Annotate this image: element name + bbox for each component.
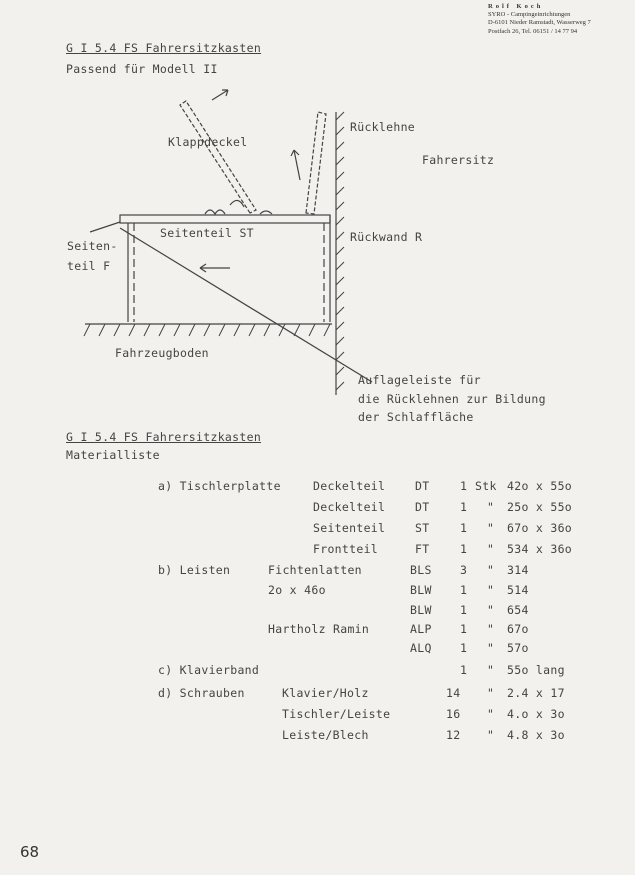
- publisher-company: SYRO - Campingeinrichtungen: [488, 11, 571, 19]
- material-qty: 12: [446, 728, 461, 742]
- material-size: 654: [507, 603, 529, 617]
- material-qty: 16: [446, 707, 461, 721]
- material-qty: 1: [460, 479, 468, 493]
- material-unit: ": [487, 500, 495, 514]
- material-qty: 1: [460, 603, 468, 617]
- material-code: ALP: [410, 622, 432, 636]
- material-group: a) Tischlerplatte: [158, 479, 281, 493]
- label-auflage-2: die Rücklehnen zur Bildung: [358, 392, 546, 406]
- material-unit: ": [487, 542, 495, 556]
- label-seitenteil-f-2: teil F: [67, 259, 111, 273]
- label-auflage-3: der Schlaffläche: [358, 410, 474, 424]
- material-part: 2o x 46o: [268, 583, 326, 597]
- material-size: 4.8 x 3o: [507, 728, 565, 742]
- material-unit: ": [487, 663, 495, 677]
- material-group: b) Leisten: [158, 563, 231, 577]
- material-qty: 14: [446, 686, 461, 700]
- material-part: Deckelteil: [313, 479, 386, 493]
- backrest: [306, 112, 326, 214]
- material-size: 42o x 55o: [507, 479, 573, 493]
- label-klappdeckel: Klappdeckel: [168, 135, 248, 149]
- material-size: 4.o x 3o: [507, 707, 565, 721]
- material-unit: ": [487, 583, 495, 597]
- material-unit: ": [487, 686, 495, 700]
- material-qty: 1: [460, 641, 468, 655]
- label-fahrzeugboden: Fahrzeugboden: [115, 346, 209, 360]
- material-part: Tischler/Leiste: [282, 707, 391, 721]
- material-size: 25o x 55o: [507, 500, 573, 514]
- material-qty: 1: [460, 663, 468, 677]
- material-code: ST: [415, 521, 430, 535]
- material-unit: ": [487, 622, 495, 636]
- material-part: Klavier/Holz: [282, 686, 369, 700]
- material-unit: ": [487, 603, 495, 617]
- material-part: Leiste/Blech: [282, 728, 369, 742]
- material-group: c) Klavierband: [158, 663, 260, 677]
- material-unit: ": [487, 521, 495, 535]
- label-fahrersitz: Fahrersitz: [422, 153, 495, 167]
- publisher-name: Rolf Koch: [488, 3, 544, 10]
- publisher-contact: Postfach 26, Tel. 06151 / 14 77 94: [488, 27, 578, 35]
- material-part: Hartholz Ramin: [268, 622, 370, 636]
- material-qty: 1: [460, 500, 468, 514]
- material-size: 314: [507, 563, 529, 577]
- direction-arrow: [200, 264, 230, 272]
- material-qty: 1: [460, 583, 468, 597]
- material-code: BLS: [410, 563, 432, 577]
- section1-title: G I 5.4 FS Fahrersitzkasten: [66, 41, 262, 55]
- material-part: Frontteil: [313, 542, 379, 556]
- flap-lid: [180, 101, 256, 213]
- material-size: 2.4 x 17: [507, 686, 565, 700]
- lid-arrow: [212, 90, 228, 100]
- material-qty: 1: [460, 622, 468, 636]
- material-size: 534 x 36o: [507, 542, 573, 556]
- material-qty: 1: [460, 521, 468, 535]
- material-part: Deckelteil: [313, 500, 386, 514]
- material-size: 67o: [507, 622, 529, 636]
- lid-board: [120, 215, 330, 223]
- section2-subtitle: Materialliste: [66, 448, 160, 462]
- material-qty: 3: [460, 563, 468, 577]
- material-code: FT: [415, 542, 430, 556]
- material-qty: 1: [460, 542, 468, 556]
- material-unit: ": [487, 563, 495, 577]
- label-rueckwand: Rückwand R: [350, 230, 423, 244]
- label-ruecklehne: Rücklehne: [350, 120, 416, 134]
- material-code: DT: [415, 500, 430, 514]
- section1-subtitle: Passend für Modell II: [66, 62, 218, 76]
- material-code: ALQ: [410, 641, 432, 655]
- material-size: 514: [507, 583, 529, 597]
- hinge: [205, 200, 272, 214]
- page-number: 68: [20, 843, 40, 861]
- material-code: BLW: [410, 583, 432, 597]
- material-size: 67o x 36o: [507, 521, 573, 535]
- backrest-arrow: [291, 150, 300, 180]
- material-unit: ": [487, 641, 495, 655]
- material-part: Seitenteil: [313, 521, 386, 535]
- publisher-street: D-6101 Nieder Ramstadt, Wasserweg 7: [488, 19, 591, 27]
- section2-title: G I 5.4 FS Fahrersitzkasten: [66, 430, 262, 444]
- material-unit: Stk: [475, 479, 497, 493]
- label-seitenteil-st: Seitenteil ST: [160, 226, 254, 240]
- material-unit: ": [487, 728, 495, 742]
- material-unit: ": [487, 707, 495, 721]
- material-size: 55o lang: [507, 663, 565, 677]
- label-auflage-1: Auflageleiste für: [358, 373, 481, 387]
- material-group: d) Schrauben: [158, 686, 245, 700]
- material-code: BLW: [410, 603, 432, 617]
- material-code: DT: [415, 479, 430, 493]
- material-size: 57o: [507, 641, 529, 655]
- material-part: Fichtenlatten: [268, 563, 362, 577]
- label-seitenteil-f-1: Seiten-: [67, 239, 118, 253]
